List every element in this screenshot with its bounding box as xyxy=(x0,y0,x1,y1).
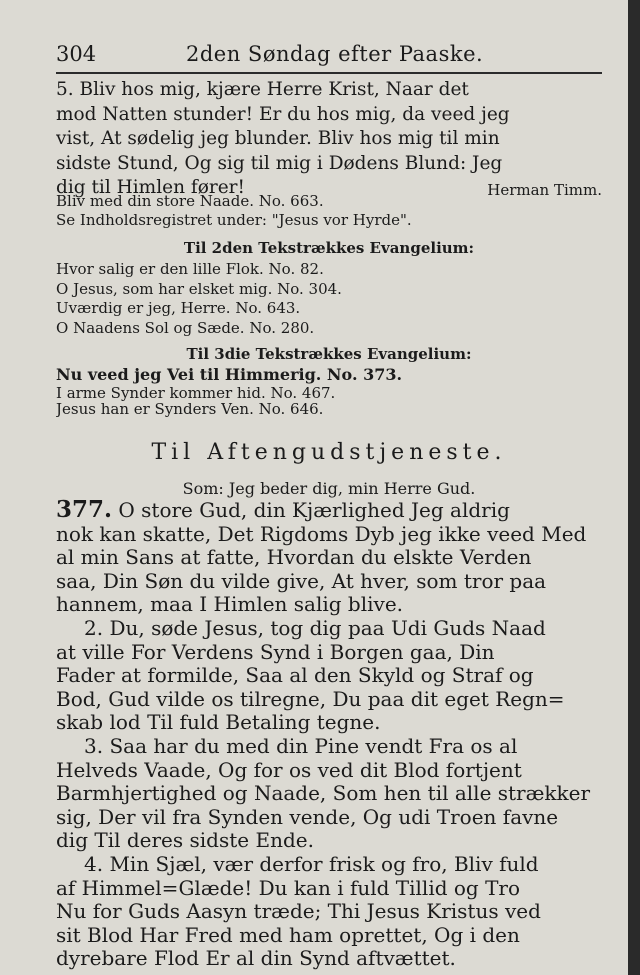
page-number: 304 xyxy=(56,42,97,66)
section-heading-2nd-series: Til 2den Tekstrækkes Evangelium: xyxy=(183,239,475,257)
list-item: O Jesus, som har elsket mig. No. 304. xyxy=(56,279,342,298)
hymn-line: Fader at formilde, Saa al den Skyld og Straf og xyxy=(56,664,534,688)
hymn-line: sit Blod Har Fred med ham oprettet, Og i den xyxy=(56,923,520,947)
verse-5 xyxy=(56,78,602,203)
list-item: Hvor salig er den lille Flok. No. 82. xyxy=(56,260,324,278)
hymn-line: Helveds Vaade, Og for os ved dit Blod fortjent xyxy=(56,758,522,782)
verse-line: sidste Stund, Og sig til mig i Dødens Blund: Jeg xyxy=(56,152,503,174)
hymn-line: dyrebare Flod Er al din Synd aftvættet. xyxy=(56,947,456,971)
page-edge-shadow xyxy=(628,0,640,975)
hymn-line: skab lod Til fuld Betaling tegne. xyxy=(56,711,381,735)
hymn-line: at ville For Verdens Synd i Borgen gaa, Din xyxy=(56,640,495,664)
list-item: Nu veed jeg Vei til Himmerig. No. 373. xyxy=(56,365,403,384)
hymn-line: nok kan skatte, Det Rigdoms Dyb jeg ikke veed Med xyxy=(56,522,587,546)
evening-service-title: Til Aftengudstjeneste. xyxy=(151,440,507,465)
reference-line: Bliv med din store Naade. No. 663. xyxy=(56,192,324,210)
hymn-line: al min Sans at fatte, Hvordan du elskte Verden xyxy=(56,546,532,570)
hymn-number: 377. xyxy=(56,498,113,523)
verse-line: mod Natten stunder! Er du hos mig, da veed jeg xyxy=(56,103,510,125)
hymn-author: Herman Timm. xyxy=(487,181,602,199)
hymn-line: Nu for Guds Aasyn træde; Thi Jesus Kristus ved xyxy=(56,900,541,924)
hymn-line: saa, Din Søn du vilde give, At hver, som tror paa xyxy=(56,569,547,593)
reference-line: Se Indholdsregistret under: "Jesus vor Hyrde". xyxy=(56,211,412,229)
list-item: O Naadens Sol og Sæde. No. 280. xyxy=(56,318,315,337)
list-item: Uværdig er jeg, Herre. No. 643. xyxy=(56,299,301,317)
hymn-list-3rd-series xyxy=(56,365,602,417)
hymn-line: 3. Saa har du med din Pine vendt Fra os al xyxy=(84,734,518,758)
hymn-line: sig, Der vil fra Synden vende, Og udi Troen favne xyxy=(56,805,559,829)
hymn-line: dig Til deres sidste Ende. xyxy=(56,829,314,853)
hymn-line: O store Gud, din Kjærlighed Jeg aldrig xyxy=(112,498,510,522)
melody-note: Som: Jeg beder dig, min Herre Gud. xyxy=(182,479,476,498)
header-rule xyxy=(56,72,602,74)
hymn-line: Bod, Gud vilde os tilregne, Du paa dit eget Regn= xyxy=(56,687,565,711)
page-header xyxy=(56,38,602,72)
verse-line: 5. Bliv hos mig, kjære Herre Krist, Naar det xyxy=(56,79,469,100)
running-title: 2den Søndag efter Paaske. xyxy=(186,42,484,66)
hymn-line: Barmhjertighed og Naade, Som hen til alle strækker xyxy=(56,782,591,806)
hymn-line: hannem, maa I Himlen salig blive. xyxy=(56,593,404,617)
verse-line: vist, At sødelig jeg blunder. Bliv hos mig til min xyxy=(56,128,500,149)
cross-references xyxy=(56,192,602,230)
hymn-line: 4. Min Sjæl, vær derfor frisk og fro, Bliv fuld xyxy=(84,852,539,876)
hymn-list-2nd-series xyxy=(56,260,602,338)
list-item: I arme Synder kommer hid. No. 467. xyxy=(56,385,336,401)
hymn-377 xyxy=(56,498,602,971)
hymn-line: 2. Du, søde Jesus, tog dig paa Udi Guds Naad xyxy=(84,616,546,640)
hymn-line: af Himmel=Glæde! Du kan i fuld Tillid og Tro xyxy=(56,876,521,900)
section-heading-3rd-series: Til 3die Tekstrækkes Evangelium: xyxy=(186,345,472,363)
verse-line: dig til Himlen fører! xyxy=(56,177,245,198)
list-item: Jesus han er Synders Ven. No. 646. xyxy=(56,401,324,417)
hymn-first-line xyxy=(56,498,602,523)
